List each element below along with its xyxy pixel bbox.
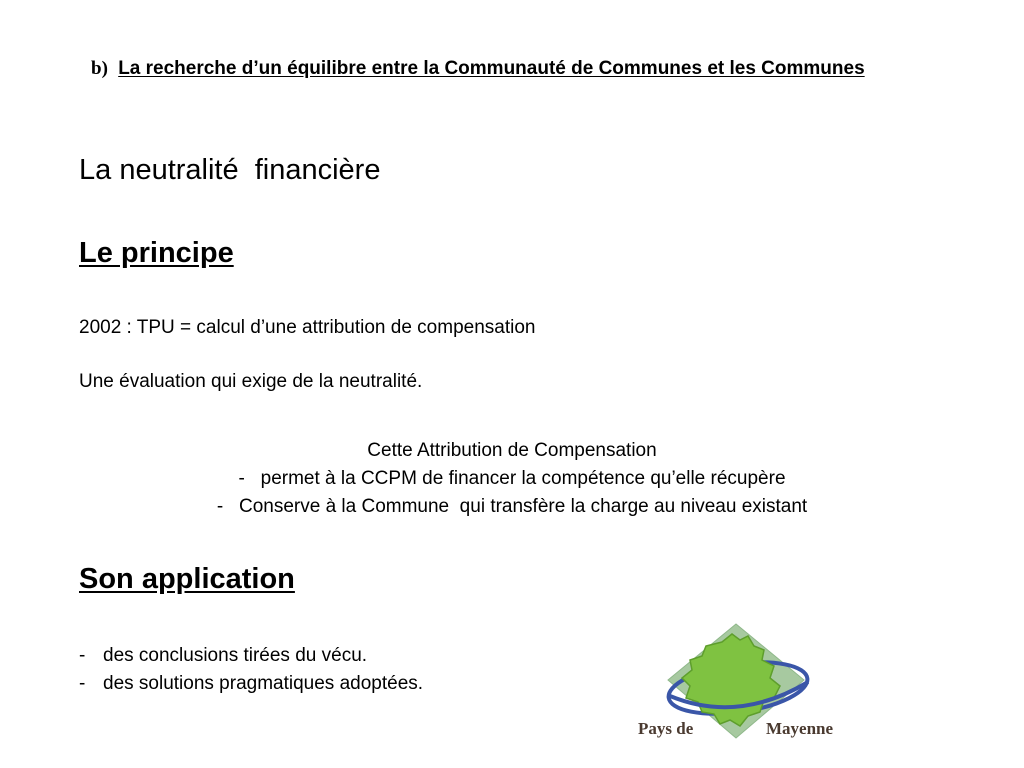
heading-prefix: b)	[91, 58, 108, 79]
logo-text-right: Mayenne	[766, 719, 834, 738]
logo-text-left: Pays de	[638, 719, 694, 738]
list-item-text: des conclusions tirées du vécu.	[103, 645, 368, 666]
compensation-item: - Conserve à la Commune qui transfère la charge au niveau existant	[216, 496, 808, 517]
list-item	[79, 670, 423, 698]
pays-de-mayenne-logo	[636, 620, 842, 750]
list-dash: -	[79, 673, 86, 694]
list-dash: -	[79, 645, 86, 666]
logo-graphic	[636, 620, 842, 750]
application-title: Son application	[79, 563, 295, 595]
application-list	[79, 642, 423, 698]
list-item	[79, 642, 423, 670]
slide-subtitle: La neutralité financière	[79, 154, 381, 186]
section-heading-b	[79, 56, 937, 82]
compensation-block	[0, 437, 1024, 521]
heading-text: La recherche d’un équilibre entre la Communauté de Communes et les Communes	[118, 58, 865, 79]
compensation-item: - permet à la CCPM de financer la compétence qu’elle récupère	[238, 468, 786, 489]
principle-line-tpu: 2002 : TPU = calcul d’une attribution de compensation	[79, 317, 536, 338]
principle-title: Le principe	[79, 237, 234, 269]
compensation-intro: Cette Attribution de Compensation	[367, 440, 657, 461]
principle-line-evaluation: Une évaluation qui exige de la neutralité.	[79, 371, 423, 392]
list-item-text: des solutions pragmatiques adoptées.	[103, 673, 424, 694]
